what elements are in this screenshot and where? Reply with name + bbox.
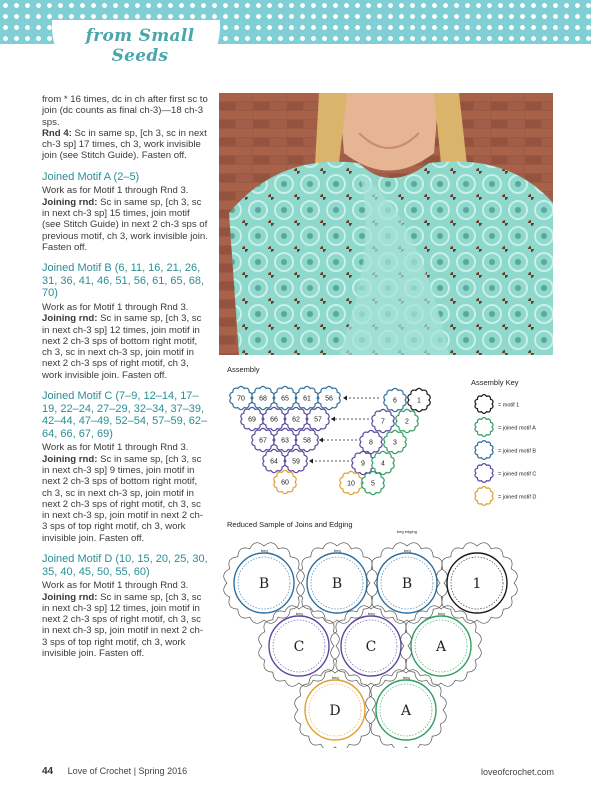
assembly-motif-number: 66 [270,416,278,424]
assembly-motif-number: 10 [347,480,355,488]
rnd4-label: Rnd 4: [42,127,72,139]
arrowhead-icon [309,459,313,464]
intro-paragraph: from * 16 times, dc in ch after first sc to join (dc counts as final ch-3)—18 ch-3 sps. [42,94,208,128]
motif-letter: B [331,576,343,592]
assembly-motif-56 [318,386,340,409]
sample-motif-B [224,543,305,624]
assembly-motif-67 [252,428,274,451]
beg-label: beg [296,611,303,616]
sample-motif-C [259,606,340,687]
assembly-motif-number: 70 [237,395,245,403]
assembly-motif-9 [352,451,374,474]
assembly-motif-number: 58 [303,437,311,445]
assembly-motif-number: 69 [248,416,256,424]
assembly-motif-69 [241,407,263,430]
section-joining-motif-c [42,454,208,544]
assembly-motif-number: 59 [292,458,300,466]
assembly-key [475,395,536,506]
assembly-motif-number: 60 [281,479,289,487]
assembly-motif-70 [230,386,252,409]
assembly-motif-number: 65 [281,395,289,403]
key-label: = joined motif B [498,448,537,455]
joining-label: Joining rnd: [42,196,98,208]
assembly-motif-number: 9 [361,460,365,468]
assembly-motif-68 [252,386,274,409]
section-joining-motif-b [42,313,208,381]
key-swatch-C [475,464,493,483]
page-footer [42,766,554,780]
section-title: from Small Seeds [85,26,195,66]
assembly-motif-7 [372,409,394,432]
assembly-motif-1 [408,388,430,411]
assembly-motif-number: 67 [259,437,267,445]
beg-label: beg [261,548,268,553]
assembly-motif-10 [340,471,362,494]
arrowhead-icon [331,417,335,422]
assembly-motif-number: 3 [393,439,397,447]
section-work-motif-b: Work as for Motif 1 through Rnd 3. [42,301,189,313]
assembly-motif-number: 7 [381,418,385,426]
assembly-motif-62 [285,407,307,430]
motif-letter: B [401,576,413,592]
joining-label: Joining rnd: [42,591,98,603]
arrowhead-icon [319,438,323,443]
magazine-name: Love of Crochet [67,766,132,776]
assembly-motif-58 [296,428,318,451]
assembly-motif-8 [360,430,382,453]
key-label: = joined motif D [498,494,537,501]
section-work-motif-a: Work as for Motif 1 through Rnd 3. [42,185,189,197]
beg-label: beg [368,611,375,616]
beg-edging-label: beg edging [397,529,417,534]
assembly-motif-66 [263,407,285,430]
motif-letter: B [258,576,270,592]
section-joining-motif-a [42,197,208,253]
rnd4-paragraph [42,128,208,162]
assembly-motif-59 [285,449,307,472]
key-label: = joined motif A [498,425,536,432]
joining-text: Sc in same sp, [ch 3, sc in next ch-3 sp] 12 times, join motif in next 2 ch-3 sps of bottom right motif, ch 3, sc in next ch-3 sp, join motif in next 2 ch-3 sps of right motif, ch 3, work invisible join. Fasten off. [42,313,202,381]
section-heading-motif-a: Joined Motif A (2–5) [42,170,140,183]
section-heading-motif-d: Joined Motif D (10, 15, 20, 25, 30, 35, 40, 45, 50, 55, 60) [42,553,208,578]
assembly-motif-number: 8 [369,439,373,447]
photo-illustration [219,93,553,355]
sample-motif-C [331,606,412,687]
assembly-diagram [219,362,569,512]
assembly-motif-number: 57 [314,416,322,424]
joining-text: Sc in same sp, [ch 3, sc in next ch-3 sp] 12 times, join motif in next 2 ch-3 sps of right motif, ch 3, sc in next ch-3 sp, join motif in next 2 ch-3 sps of top right motif, ch 3, work invisible join. Fasten off. [42,591,204,660]
sample-motif-B [297,543,378,624]
assembly-motif-number: 61 [303,395,311,403]
assembly-motif-number: 68 [259,395,267,403]
key-swatch-D [475,487,493,506]
key-swatch-M [475,395,493,414]
rnd4-text: Sc in same sp, [ch 3, sc in next ch-3 sp] 17 times, ch 3, work invisible join (see Stitch Guide). Fasten off. [42,127,207,162]
reduced-motifs [224,543,518,748]
assembly-motif-number: 5 [371,480,375,488]
joining-label: Joining rnd: [42,453,98,465]
footer-separator: | [133,766,139,776]
beg-label: beg [438,611,445,616]
sample-motif-1 [437,543,518,624]
assembly-motif-57 [307,407,329,430]
assembly-motif-number: 4 [381,460,385,468]
assembly-motif-number: 1 [417,397,421,405]
motif-letter: A [400,703,412,719]
section-work-motif-c: Work as for Motif 1 through Rnd 3. [42,442,189,454]
assembly-motif-65 [274,386,296,409]
assembly-motif-63 [274,428,296,451]
section-heading-motif-c: Joined Motif C (7–9, 12–14, 17–19, 22–24, 27–29, 32–34, 37–39, 42–44, 47–49, 52–54, 57–59, 62–64, 66, 67, 69) [42,390,208,440]
sample-motif-A [401,606,482,687]
assembly-motif-61 [296,386,318,409]
assembly-motif-number: 63 [281,437,289,445]
motif-letter: D [329,703,341,719]
section-joining-motif-d [42,592,208,660]
motif-letter: C [365,639,377,655]
assembly-motif-3 [384,430,406,453]
reduced-sample-title: Reduced Sample of Joins and Edging [227,520,353,529]
beg-label: beg [404,548,411,553]
key-label: = joined motif C [498,471,537,478]
pattern-instructions [42,94,208,659]
section-heading-motif-b: Joined Motif B (6, 11, 16, 21, 26, 31, 36, 41, 46, 51, 56, 61, 65, 68, 70) [42,262,205,300]
reduced-sample-diagram [219,518,569,748]
sample-motif-A [366,670,447,748]
website: loveofcrochet.com [480,767,554,777]
key-label: = motif 1 [498,402,520,409]
joining-text: Sc in same sp, [ch 3, sc in next ch-3 sp] 9 times, join motif in next 2 ch-3 sps of bottom right motif, ch 3, sc in next ch-3 sp, join motif in next 2 ch-3 sps of right motif, ch 3, sc in next ch-3 sp, join motif in next 2 ch-3 sps of top right motif, ch 3, work invisible join. Fasten off. [42,453,204,544]
page-number: 44 [42,766,54,777]
assembly-key-title: Assembly Key [471,378,519,387]
assembly-motif-number: 56 [325,395,333,403]
assembly-motif-number: 64 [270,458,278,466]
joining-label: Joining rnd: [42,313,98,325]
assembly-motif-64 [263,449,285,472]
assembly-motif-6 [384,388,406,411]
motif-letter: A [435,639,447,655]
assembly-motifs [230,386,430,494]
assembly-motif-60 [274,470,296,493]
key-swatch-A [475,418,493,437]
assembly-motif-number: 62 [292,416,300,424]
joining-text: Sc in same sp, [ch 3, sc in next ch-3 sp] 15 times, join motif (see Stitch Guide) in next 2 ch-3 sps of previous motif, ch 3, work invisible join. Fasten off. [42,196,208,253]
assembly-motif-number: 6 [393,397,397,405]
model-wearing-crochet-wrap-photo [219,93,553,355]
assembly-motif-number: 2 [405,418,409,426]
motif-letter: C [293,639,305,655]
sample-motif-D [295,670,376,748]
arrowhead-icon [343,396,347,401]
key-swatch-B [475,441,493,460]
section-work-motif-d: Work as for Motif 1 through Rnd 3. [42,580,189,592]
sample-motif-B [367,543,448,624]
assembly-motif-4 [372,451,394,474]
assembly-title: Assembly [227,365,260,374]
beg-label: beg [334,548,341,553]
assembly-motif-5 [362,471,384,494]
issue-name: Spring 2016 [138,766,188,776]
beg-label: beg [403,675,410,680]
beg-label: beg [332,675,339,680]
assembly-motif-2 [396,409,418,432]
motif-letter: 1 [472,576,482,592]
